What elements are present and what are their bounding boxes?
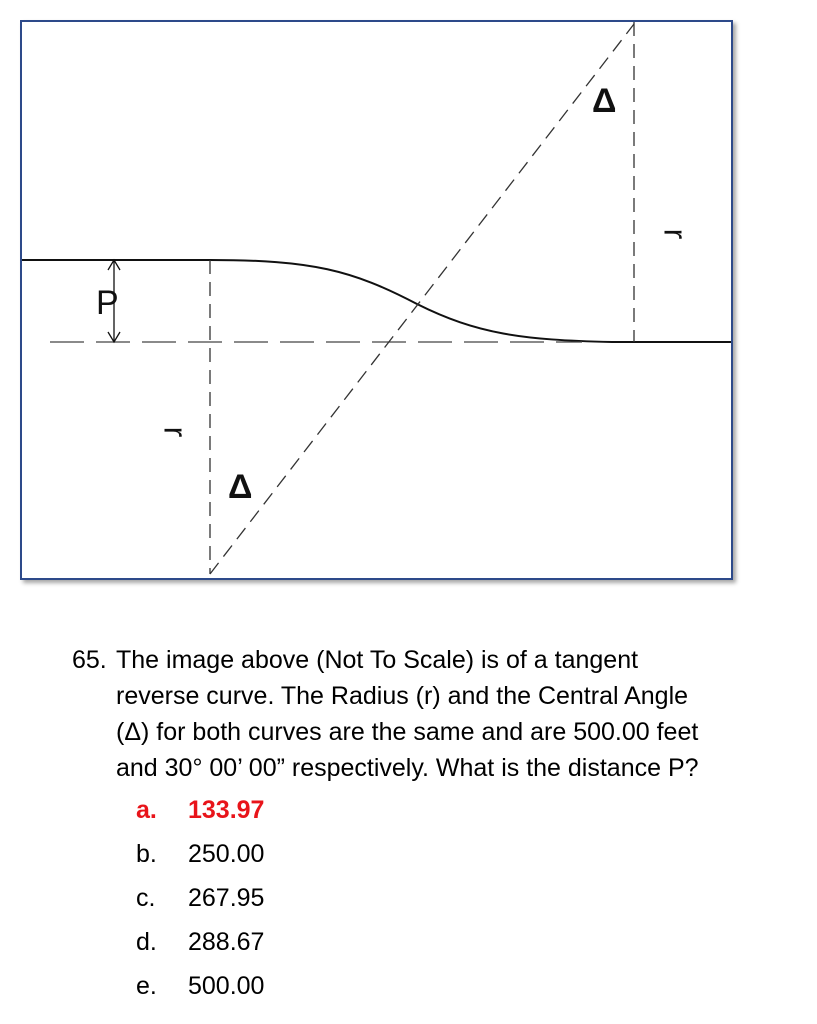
label-p: P [96,284,119,322]
option-letter: b. [136,840,157,868]
answer-option-d[interactable] [136,928,264,957]
label-r-bottom: r [157,426,194,438]
option-value: 500.00 [188,972,265,1000]
answer-option-c[interactable] [136,884,264,913]
label-r-top: r [657,228,694,240]
answer-option-a[interactable] [136,796,264,825]
question-line: The image above (Not To Scale) is of a tangent [116,646,639,674]
answer-option-e[interactable] [136,972,264,1001]
option-value: 133.97 [188,796,265,824]
option-value: 250.00 [188,840,265,868]
option-letter: a. [136,796,157,824]
option-letter: e. [136,972,157,1000]
question-text [116,642,802,786]
question-line: (Δ) for both curves are the same and are 500.00 feet [116,718,699,746]
question-line: reverse curve. The Radius (r) and the Central Angle [116,682,689,710]
center-diagonal-line [210,24,634,574]
label-delta-top: Δ [592,82,617,120]
option-letter: d. [136,928,157,956]
label-delta-bottom: Δ [228,468,253,506]
reverse-curve-diagram [22,22,733,580]
diagram-frame [20,20,733,580]
option-letter: c. [136,884,156,912]
answer-option-b[interactable] [136,840,264,869]
option-value: 267.95 [188,884,265,912]
question-line: and 30° 00’ 00” respectively. What is the distance P? [116,754,699,782]
option-value: 288.67 [188,928,265,956]
reverse-curve [210,260,733,342]
question-number: 65. [72,646,107,674]
